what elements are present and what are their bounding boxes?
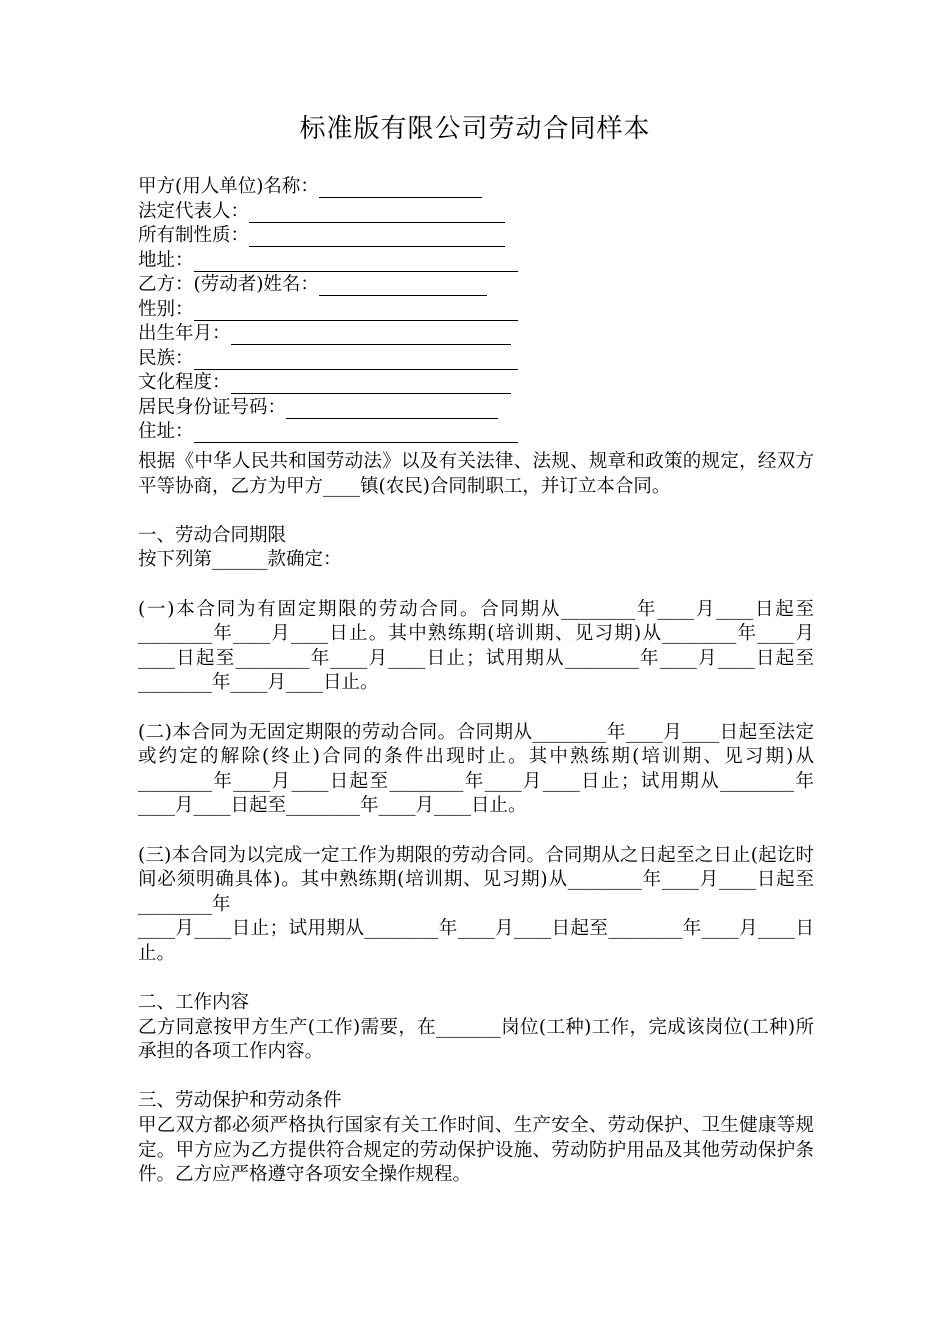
paragraph-gap [138, 819, 814, 844]
paragraph: 二、工作内容 [138, 992, 250, 1014]
paragraph: 根据《中华人民共和国劳动法》以及有关法律、法规、规章和政策的规定，经双方平等协商，乙方为甲方____镇(农民)合同制职工，并订立本合同。 [138, 451, 814, 497]
paragraph: 按下列第______款确定： [138, 549, 342, 571]
paragraph: 甲乙双方都必须严格执行国家有关工作时间、生产安全、劳动保护、卫生健康等规定。甲方应为乙方提供符合规定的劳动保护设施、劳动防护用品及其他劳动保护条件。乙方应严格遵守各项安全操作规程。 [138, 1115, 814, 1186]
paragraph: ____月____日止；试用期从________年____月____日起至________年____月____日止。 [138, 918, 814, 964]
blank-line [231, 322, 511, 345]
blank-line [194, 298, 518, 321]
field-label: 性别： [138, 298, 194, 320]
paragraph-gap [138, 1065, 814, 1090]
field-label: 地址： [138, 249, 194, 271]
contract-body [138, 450, 814, 1188]
paragraph-gap [138, 696, 814, 721]
form-field [138, 322, 518, 347]
form-field [138, 200, 518, 225]
field-label: 所有制性质： [138, 225, 250, 246]
field-label: 住址： [138, 421, 194, 442]
field-label: 文化程度： [138, 372, 231, 393]
field-label: 乙方：(劳动者)姓名： [138, 274, 319, 295]
form-field [138, 298, 518, 323]
form-field [138, 273, 518, 298]
field-label: 法定代表人： [138, 200, 250, 222]
blank-line [194, 347, 518, 370]
party-info-fields [138, 175, 518, 445]
form-field [138, 420, 518, 445]
blank-line [286, 396, 498, 419]
form-field [138, 175, 518, 200]
field-label: 出生年月： [138, 323, 231, 344]
form-field [138, 347, 518, 372]
blank-line [249, 224, 505, 247]
blank-line [194, 249, 518, 272]
paragraph: (三)本合同为以完成一定工作为期限的劳动合同。合同期从之日起至之日止(起讫时间必须明确具体)。其中熟练期(培训期、见习期)从________年____月____日起至________年 [138, 844, 814, 915]
blank-line [249, 200, 505, 223]
paragraph: (二)本合同为无固定期限的劳动合同。合同期从________年____月____日起至法定或约定的解除(终止)合同的条件出现时止。其中熟练期(培训期、见习期)从________年____月____日起至________年____月____日止；试用期从________年____月____日起至________年____月____日止。 [138, 721, 814, 817]
document-title: 标准版有限公司劳动合同样本 [299, 114, 651, 144]
blank-line [194, 420, 518, 443]
field-label: 民族： [138, 347, 194, 369]
form-field [138, 224, 518, 249]
paragraph-gap [138, 499, 814, 524]
paragraph-gap [138, 573, 814, 598]
blank-line [231, 371, 511, 394]
field-label: 居民身份证号码： [138, 396, 287, 418]
blank-line [319, 273, 487, 296]
form-field [138, 249, 518, 274]
field-label: 甲方(用人单位)名称： [138, 176, 319, 197]
paragraph-gap [138, 966, 814, 991]
form-field [138, 371, 518, 396]
paragraph: 一、劳动合同期限 [138, 524, 287, 546]
paragraph: 三、劳动保护和劳动条件 [138, 1090, 342, 1112]
form-field [138, 396, 518, 421]
paragraph: 乙方同意按甲方生产(工作)需要，在_______岗位(工种)工作，完成该岗位(工种)所承担的各项工作内容。 [138, 1016, 814, 1063]
paragraph: (一)本合同为有固定期限的劳动合同。合同期从________年____月____日起至________年____月____日止。其中熟练期(培训期、见习期)从________年____月____日起至________年____月____日止；试用期从________年____月____日起至________年____月____日止。 [138, 598, 814, 694]
blank-line [319, 175, 482, 198]
